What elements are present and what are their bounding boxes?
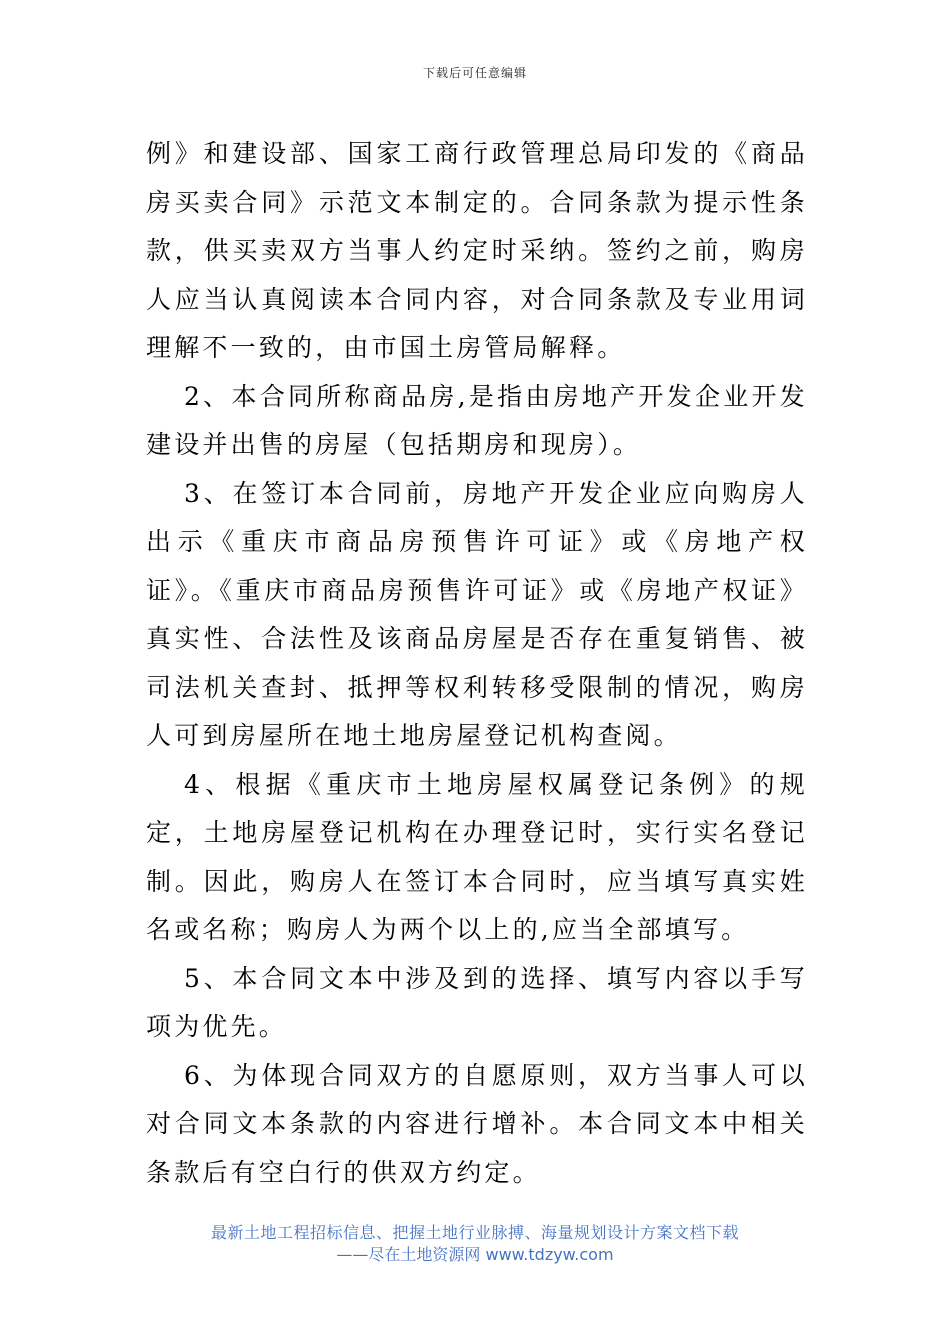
footer-promo-line: 最新土地工程招标信息、把握土地行业脉搏、海量规划设计方案文档下载 — [210, 1223, 739, 1242]
footer-site-link[interactable]: ——尽在土地资源网 www.tdzyw.com — [336, 1245, 614, 1264]
paragraph-2: 2、本合同所称商品房,是指由房地产开发企业开发建设并出售的房屋（包括期房和现房）。 — [146, 381, 808, 459]
paragraph-4: 4、根据《重庆市土地房屋权属登记条例》的规定，土地房屋登记机构在办理登记时，实行实名登记制。因此，购房人在签订本合同时，应当填写真实姓名或名称；购房人为两个以上的,应当全部填写。 — [146, 769, 808, 944]
paragraph-3: 3、在签订本合同前，房地产开发企业应向购房人出示《重庆市商品房预售许可证》或《房地产权证》。《重庆市商品房预售许可证》或《房地产权证》真实性、合法性及该商品房屋是否存在重复销售、被司法机关查封、抵押等权利转移受限制的情况，购房人可到房屋所在地土地房屋登记机构查阅。 — [146, 478, 808, 750]
footer-promo — [0, 1222, 950, 1266]
paragraph-1: 例》和建设部、国家工商行政管理总局印发的《商品房买卖合同》示范文本制定的。合同条款为提示性条款，供买卖双方当事人约定时采纳。签约之前，购房人应当认真阅读本合同内容，对合同条款及专业用词理解不一致的，由市国土房管局解释。 — [146, 139, 808, 362]
document-body — [146, 130, 808, 1197]
paragraph-5: 5、本合同文本中涉及到的选择、填写内容以手写项为优先。 — [146, 963, 808, 1041]
header-note: 下载后可任意编辑 — [422, 66, 527, 80]
paragraph-6: 6、为体现合同双方的自愿原则，双方当事人可以对合同文本条款的内容进行增补。本合同文本中相关条款后有空白行的供双方约定。 — [146, 1060, 808, 1187]
